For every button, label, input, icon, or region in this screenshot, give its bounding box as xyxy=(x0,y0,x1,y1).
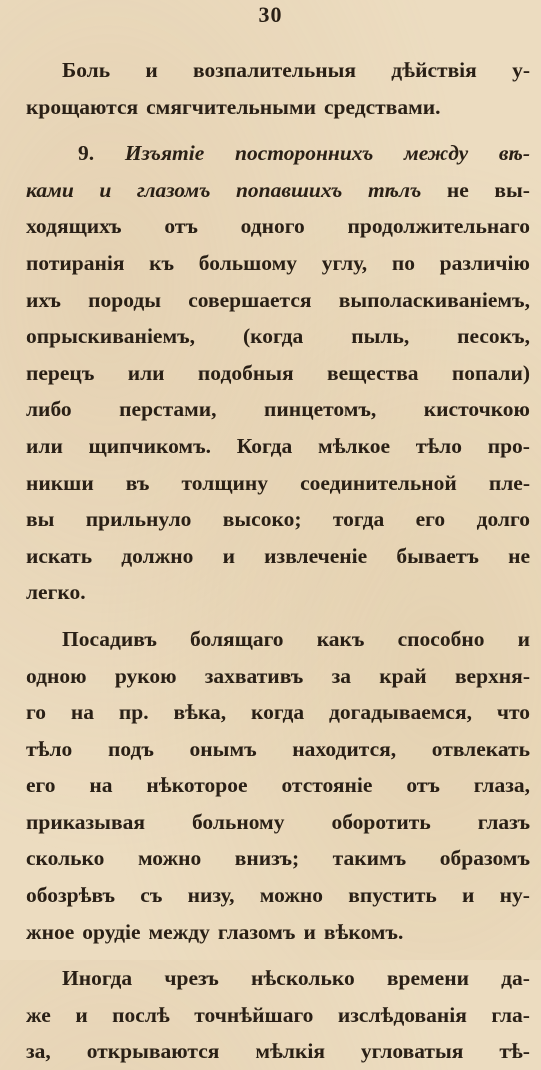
word: (когда xyxy=(242,324,304,349)
word: постороннихъ xyxy=(235,141,374,166)
word: высоко; xyxy=(222,507,302,532)
word: нѣкоторое xyxy=(146,773,248,798)
word: подобныя xyxy=(197,360,294,385)
word: въ xyxy=(125,470,150,495)
word: ками xyxy=(26,177,74,202)
word: одною xyxy=(26,663,87,688)
text-line xyxy=(26,1033,530,1070)
word: обозрѣвъ xyxy=(26,883,116,908)
word: крощаются xyxy=(26,94,139,119)
word: его xyxy=(415,507,446,532)
word: толщину xyxy=(181,470,268,495)
word: либо xyxy=(26,397,72,422)
word: долго xyxy=(476,507,530,532)
word: породы xyxy=(88,287,161,312)
word: глаза, xyxy=(473,773,530,798)
word: времени xyxy=(386,966,469,991)
word: совершается xyxy=(188,287,312,312)
word: вы- xyxy=(494,177,530,202)
word: низу, xyxy=(187,883,235,908)
word: большому xyxy=(198,250,298,275)
word: край xyxy=(379,663,427,688)
word: открываются xyxy=(86,1039,220,1064)
word: не xyxy=(446,177,469,202)
page-text xyxy=(26,52,530,1070)
word: глазъ xyxy=(477,809,530,834)
word: пле- xyxy=(488,470,530,495)
word: способно xyxy=(397,626,485,651)
word: внизъ; xyxy=(234,846,300,871)
word: изслѣдованія xyxy=(337,1002,467,1027)
text-line xyxy=(26,997,530,1034)
word: прильнуло xyxy=(85,507,192,532)
word: тѣ- xyxy=(499,1039,530,1064)
word: вѣкомъ. xyxy=(323,919,404,944)
text-line xyxy=(26,89,530,126)
word: бываетъ xyxy=(396,543,479,568)
word: и xyxy=(222,543,235,568)
word: вещества xyxy=(326,360,419,385)
word: или xyxy=(127,360,165,385)
word: находится, xyxy=(292,736,397,761)
word: жное xyxy=(26,919,75,944)
word: когда xyxy=(251,700,305,725)
word: отъ xyxy=(164,214,198,239)
word: или xyxy=(26,433,63,458)
word: и xyxy=(75,1002,88,1027)
word: же xyxy=(26,1002,51,1027)
word: между xyxy=(148,919,210,944)
word: Когда xyxy=(236,433,293,458)
text-line xyxy=(26,318,530,355)
text-line xyxy=(26,574,530,611)
text-line xyxy=(26,282,530,319)
word: можно xyxy=(259,883,324,908)
word: по xyxy=(391,250,415,275)
text-line xyxy=(26,694,530,731)
word: 9. xyxy=(78,141,95,166)
word: угловатыя xyxy=(360,1039,464,1064)
word: соединительной xyxy=(300,470,457,495)
word: попавшихъ xyxy=(235,177,343,202)
word: догадываемся, xyxy=(329,700,472,725)
text-line xyxy=(26,804,530,841)
text-line xyxy=(26,538,530,575)
word: углу, xyxy=(321,250,368,275)
text-line xyxy=(26,172,530,209)
word: возпалительныя xyxy=(193,58,357,82)
text-line xyxy=(26,621,530,658)
text-line xyxy=(26,960,530,997)
word: выполаскиваніемъ, xyxy=(338,287,530,312)
word: съ xyxy=(140,883,163,908)
word: такимъ xyxy=(332,846,407,871)
word: образомъ xyxy=(439,846,530,871)
word: Изъятіе xyxy=(124,141,205,166)
word: опрыскиваніемъ, xyxy=(26,324,196,349)
word: го xyxy=(26,700,46,725)
word: различію xyxy=(439,250,530,275)
word: приказывая xyxy=(26,809,145,834)
word: вѣка, xyxy=(173,700,227,725)
word: ходящихъ xyxy=(26,214,122,239)
text-line xyxy=(26,428,530,465)
word: и xyxy=(517,626,530,651)
word: извлеченіе xyxy=(264,543,368,568)
word: болящаго xyxy=(190,626,284,651)
word: перстами, xyxy=(119,397,217,422)
word: послѣ xyxy=(112,1002,170,1027)
word: больному xyxy=(191,809,285,834)
word: и xyxy=(462,883,475,908)
word: должно xyxy=(121,543,194,568)
word: гла- xyxy=(491,1002,530,1027)
text-line xyxy=(26,355,530,392)
page-number: 30 xyxy=(258,2,283,27)
word: кисточкою xyxy=(423,397,530,422)
word: ну- xyxy=(499,883,530,908)
word: мѣлкія xyxy=(255,1039,325,1064)
word: рукою xyxy=(114,663,177,688)
text-line xyxy=(26,52,530,89)
text-line xyxy=(26,135,530,172)
paragraph-gap xyxy=(26,950,530,960)
word: мѣлкое xyxy=(318,433,391,458)
word: смягчительными xyxy=(146,94,316,119)
word: на xyxy=(89,773,113,798)
text-line xyxy=(26,465,530,502)
word: тѣлъ xyxy=(367,177,422,202)
word: отстояніе xyxy=(281,773,373,798)
word: легко. xyxy=(26,580,86,605)
word: между xyxy=(404,141,469,166)
word: не xyxy=(508,543,530,568)
word: оборотить xyxy=(331,809,431,834)
word: впустить xyxy=(348,883,437,908)
text-line xyxy=(26,501,530,538)
word: подъ xyxy=(107,736,154,761)
word: средствами. xyxy=(323,94,441,119)
word: песокъ, xyxy=(457,324,530,349)
word: пр. xyxy=(118,700,149,725)
word: да- xyxy=(501,966,530,991)
word: орудіе xyxy=(82,919,141,944)
word: глазомъ xyxy=(136,177,211,202)
word: пыль, xyxy=(351,324,410,349)
text-line xyxy=(26,208,530,245)
text-line xyxy=(26,731,530,768)
word: точнѣйшаго xyxy=(194,1002,314,1027)
word: у- xyxy=(512,58,530,82)
word: отвлекать xyxy=(431,736,530,761)
word: одного xyxy=(240,214,305,239)
word: щипчикомъ. xyxy=(88,433,211,458)
text-line xyxy=(26,840,530,877)
word: и xyxy=(145,58,158,82)
word: попали) xyxy=(451,360,530,385)
word: за, xyxy=(26,1039,51,1064)
word: пинцетомъ, xyxy=(264,397,377,422)
paragraph-gap xyxy=(26,611,530,621)
word: за xyxy=(331,663,351,688)
word: вы xyxy=(26,507,55,532)
word: захвативъ xyxy=(204,663,304,688)
word: глазомъ xyxy=(217,919,296,944)
word: потиранія xyxy=(26,250,125,275)
word: и xyxy=(303,919,316,944)
word: и xyxy=(99,177,112,202)
word: онымъ xyxy=(189,736,257,761)
text-line xyxy=(26,245,530,282)
word: Иногда xyxy=(62,966,133,991)
word: продолжительнаго xyxy=(347,214,530,239)
word: тѣло xyxy=(415,433,462,458)
text-line xyxy=(26,391,530,428)
word: тогда xyxy=(332,507,385,532)
paragraph-gap xyxy=(26,125,530,135)
text-line xyxy=(26,914,530,951)
word: дѣйствія xyxy=(391,58,477,82)
word: на xyxy=(70,700,94,725)
word: Боль xyxy=(62,58,111,82)
word: Посадивъ xyxy=(62,626,157,651)
word: перецъ xyxy=(26,360,95,385)
word: какъ xyxy=(316,626,365,651)
text-line xyxy=(26,767,530,804)
word: можно xyxy=(137,846,202,871)
word: нѣсколько xyxy=(251,966,355,991)
word: никши xyxy=(26,470,94,495)
word: искать xyxy=(26,543,93,568)
word: вѣ- xyxy=(498,141,530,166)
word: что xyxy=(496,700,530,725)
text-line xyxy=(26,658,530,695)
word: чрезъ xyxy=(164,966,219,991)
word: про- xyxy=(487,433,530,458)
word: верхня- xyxy=(454,663,530,688)
word: отъ xyxy=(406,773,440,798)
word: сколько xyxy=(26,846,105,871)
word: тѣло xyxy=(26,736,73,761)
word: его xyxy=(26,773,56,798)
text-line xyxy=(26,877,530,914)
word: ихъ xyxy=(26,287,61,312)
word: къ xyxy=(149,250,175,275)
